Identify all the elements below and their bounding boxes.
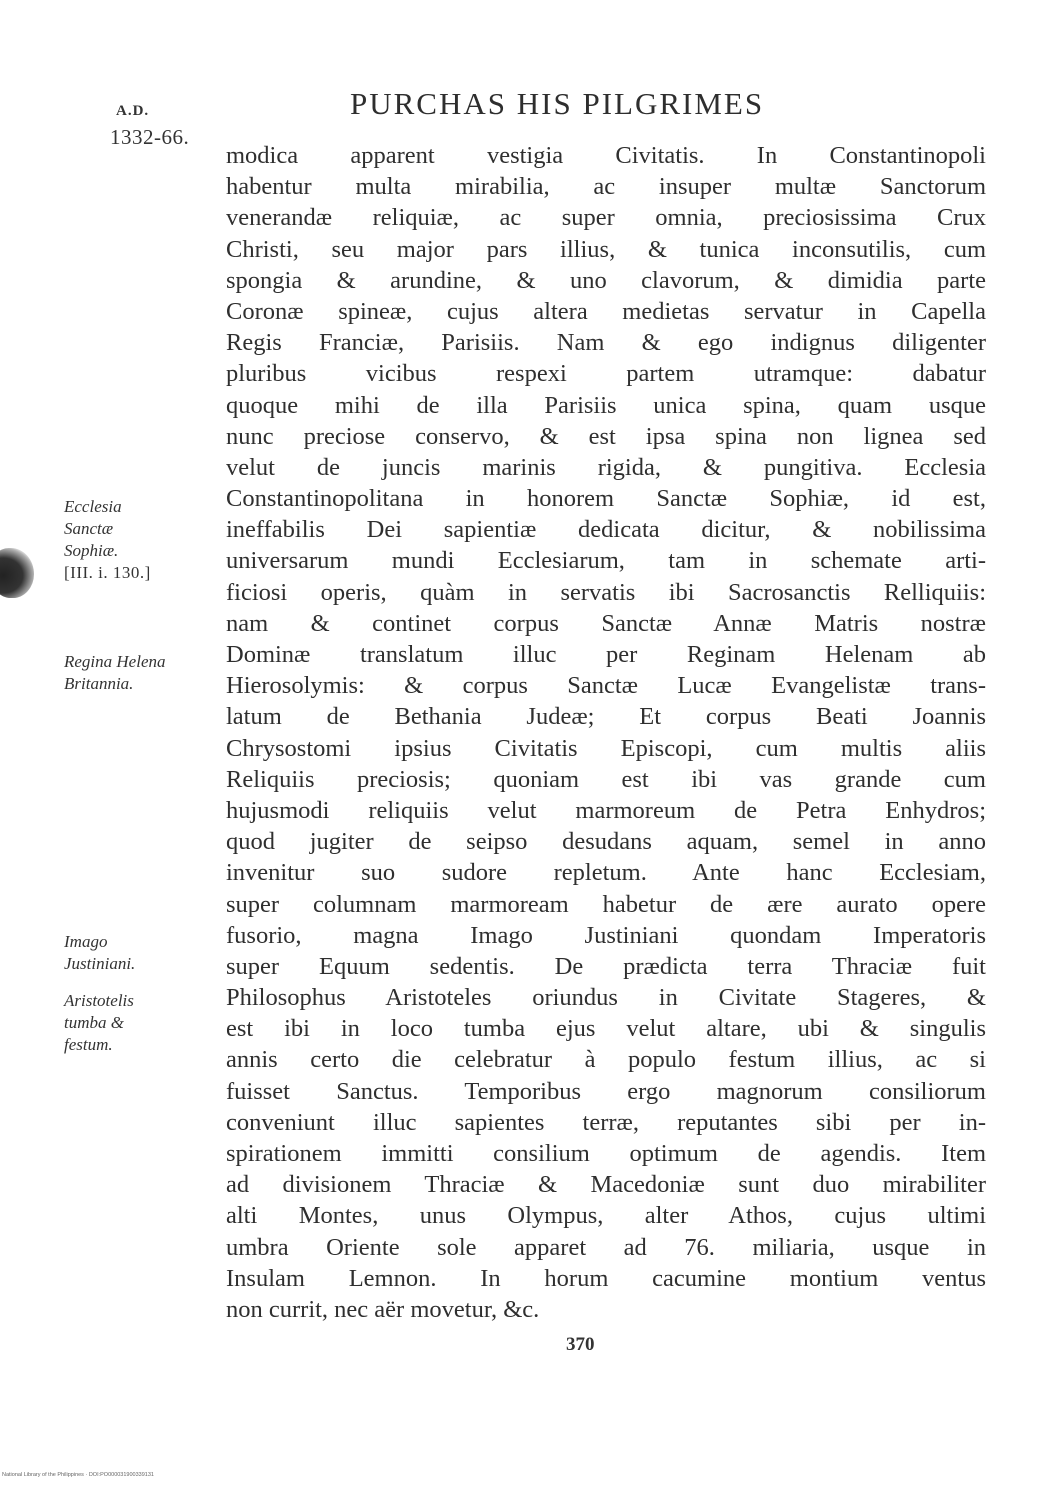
text-line: ficiosi operis, quàm in servatis ibi Sacrosanctis Relliquiis:: [226, 578, 986, 606]
text-line: Regis Franciæ, Parisiis. Nam & ego indignus diligenter: [226, 329, 986, 357]
body-text: [226, 140, 986, 1325]
margin-note-line: Sanctæ: [64, 519, 114, 538]
text-line: annis certo die celebratur à populo festum illius, ac si: [226, 1046, 986, 1074]
text-line: invenitur suo sudore repletum. Ante hanc Ecclesiam,: [226, 859, 986, 887]
text-line: spongia & arundine, & uno clavorum, & dimidia parte: [226, 266, 986, 294]
scan-thumb-shadow: [0, 548, 34, 598]
text-line: Hierosolymis: & corpus Sanctæ Lucæ Evangelistæ trans-: [226, 672, 986, 700]
text-line: latum de Bethania Judeæ; Et corpus Beati Joannis: [226, 703, 986, 731]
text-line: habentur multa mirabilia, ac insuper multæ Sanctorum: [226, 173, 986, 201]
text-line: modica apparent vestigia Civitatis. In Constantinopoli: [226, 142, 986, 169]
margin-note-line: Britannia.: [64, 674, 134, 693]
text-line: Christi, seu major pars illius, & tunica inconsutilis, cum: [226, 235, 986, 263]
text-line: universarum mundi Ecclesiarum, tam in schemate arti-: [226, 547, 986, 575]
margin-note-line: festum.: [64, 1035, 113, 1054]
margin-note-line: Regina Helena: [64, 652, 166, 671]
text-line: hujusmodi reliquiis velut marmoreum de Petra Enhydros;: [226, 796, 986, 824]
margin-note-line: Aristotelis: [64, 991, 134, 1010]
text-line: spirationem immitti consilium optimum de agendis. Item: [226, 1140, 986, 1167]
text-line: Insulam Lemnon. In horum cacumine montium ventus: [226, 1264, 986, 1292]
text-line: quoque mihi de illa Parisiis unica spina, quam usque: [226, 391, 986, 419]
margin-note-imago: [64, 931, 224, 975]
text-line: nunc preciose conservo, & est ipsa spina non lignea sed: [226, 422, 986, 450]
margin-note-line: Sophiæ.: [64, 541, 119, 560]
scan-credit: National Library of the Philippines · DOI:PO000031900339131: [2, 1472, 154, 1478]
text-line: Philosophus Aristoteles oriundus in Civitate Stageres, &: [226, 984, 986, 1012]
text-line: conveniunt illuc sapientes terræ, reputantes sibi per in-: [226, 1108, 986, 1136]
text-line: fusorio, magna Imago Justiniani quondam Imperatoris: [226, 921, 986, 949]
text-line: pluribus vicibus respexi partem utramque: dabatur: [226, 360, 986, 388]
text-line: umbra Oriente sole apparet ad 76. miliaria, usque in: [226, 1233, 986, 1261]
text-line: nam & continet corpus Sanctæ Annæ Matris nostræ: [226, 609, 986, 637]
text-line: venerandæ reliquiæ, ac super omnia, preciosissima Crux: [226, 204, 986, 232]
text-line: non currit, nec aër movetur, &c.: [226, 1295, 540, 1323]
margin-note-line: Ecclesia: [64, 497, 122, 516]
text-line: Chrysostomi ipsius Civitatis Episcopi, cum multis aliis: [226, 734, 986, 762]
margin-note-reference: [III. i. 130.]: [64, 563, 151, 582]
era-label: A.D.: [116, 103, 150, 119]
text-line: ad divisionem Thraciæ & Macedoniæ sunt duo mirabiliter: [226, 1171, 986, 1199]
page-number: 370: [566, 1334, 595, 1355]
text-line: super Equum sedentis. De prædicta terra Thraciæ fuit: [226, 952, 986, 980]
text-line: Coronæ spineæ, cujus altera medietas servatur in Capella: [226, 297, 986, 325]
text-line: Dominæ translatum illuc per Reginam Helenam ab: [226, 641, 986, 668]
year-range: 1332-66.: [110, 125, 190, 149]
margin-note-line: tumba &: [64, 1013, 124, 1032]
text-line: est ibi in loco tumba ejus velut altare, ubi & singulis: [226, 1015, 986, 1043]
text-line: alti Montes, unus Olympus, alter Athos, cujus ultimi: [226, 1202, 986, 1230]
text-line: velut de juncis marinis rigida, & pungitiva. Ecclesia: [226, 453, 986, 481]
text-line: quod jugiter de seipso desudans aquam, semel in anno: [226, 828, 986, 856]
margin-note-ecclesia: [64, 496, 224, 584]
text-line: ineffabilis Dei sapientiæ dedicata dicitur, & nobilissima: [226, 516, 986, 544]
text-line: Reliquiis preciosis; quoniam est ibi vas grande cum: [226, 765, 986, 793]
margin-note-line: Imago: [64, 932, 108, 951]
text-line: super columnam marmoream habetur de ære aurato opere: [226, 890, 986, 918]
running-head-title: PURCHAS HIS PILGRIMES: [350, 86, 765, 121]
margin-note-line: Justiniani.: [64, 954, 136, 973]
text-line: fuisset Sanctus. Temporibus ergo magnorum consiliorum: [226, 1077, 986, 1105]
text-line: Constantinopolitana in honorem Sanctæ Sophiæ, id est,: [226, 485, 986, 513]
margin-note-aristotelis: [64, 990, 224, 1056]
margin-note-helena: [64, 651, 224, 695]
